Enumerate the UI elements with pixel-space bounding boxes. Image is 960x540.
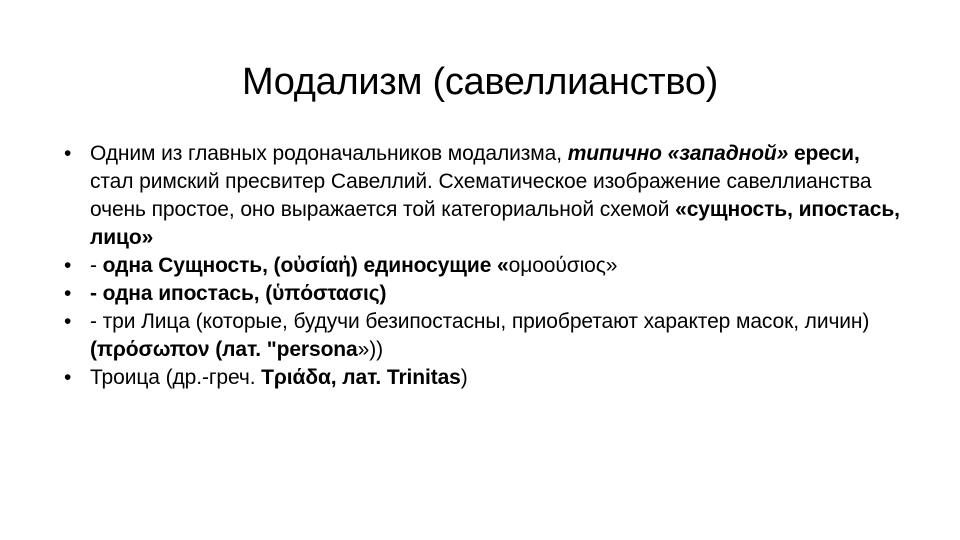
bullet-text-segment: типично «западной» xyxy=(567,142,789,165)
slide-title: Модализм (савеллианство) xyxy=(241,61,719,103)
bullet-text-segment: - одна ипостась, (ὑπόστασις) xyxy=(90,282,387,305)
bullet-text-segment: «сущность, ипостась, лицо» xyxy=(90,198,900,249)
bullet-text-segment: »)) xyxy=(357,338,383,361)
bullet-marker: • xyxy=(64,254,72,277)
bullet-text-segment: Троица (др.-греч. xyxy=(90,366,262,389)
bullet-text-segment: ομοούσιος» xyxy=(508,254,618,277)
bullet-list xyxy=(64,140,904,392)
slide-body xyxy=(64,140,904,392)
bullet-marker: • xyxy=(64,282,72,305)
bullet-text-segment: - xyxy=(90,254,103,277)
bullet-text-segment: Τριάδα, лат. Trinitas xyxy=(261,366,461,389)
bullet-item xyxy=(64,140,904,252)
bullet-item xyxy=(64,252,904,280)
bullet-text-segment: « xyxy=(497,254,509,277)
bullet-text-segment: ) xyxy=(460,366,468,389)
bullet-item xyxy=(64,308,904,364)
bullet-marker: • xyxy=(64,366,72,389)
bullet-marker: • xyxy=(64,142,72,165)
bullet-text-segment: стал римский пресвитер Савеллий. Схематическое изображение савеллианства очень простое, оно выражается той категориальной схемой xyxy=(90,170,872,221)
bullet-text-segment: (πρόσωπον (лат. "persona xyxy=(90,338,358,361)
bullet-text-segment: - три Лица (которые, будучи безипостасны, приобретают характер масок, личин) xyxy=(90,310,870,333)
bullet-text-segment: ереси, xyxy=(788,142,860,165)
bullet-text-segment: Одним из главных родоначальников модализма, xyxy=(90,142,568,165)
bullet-item xyxy=(64,364,904,392)
bullet-text-segment: одна Сущность, (οὐσίαἠ) единосущие xyxy=(102,254,498,277)
bullet-item xyxy=(64,280,904,308)
bullet-marker: • xyxy=(64,310,72,333)
